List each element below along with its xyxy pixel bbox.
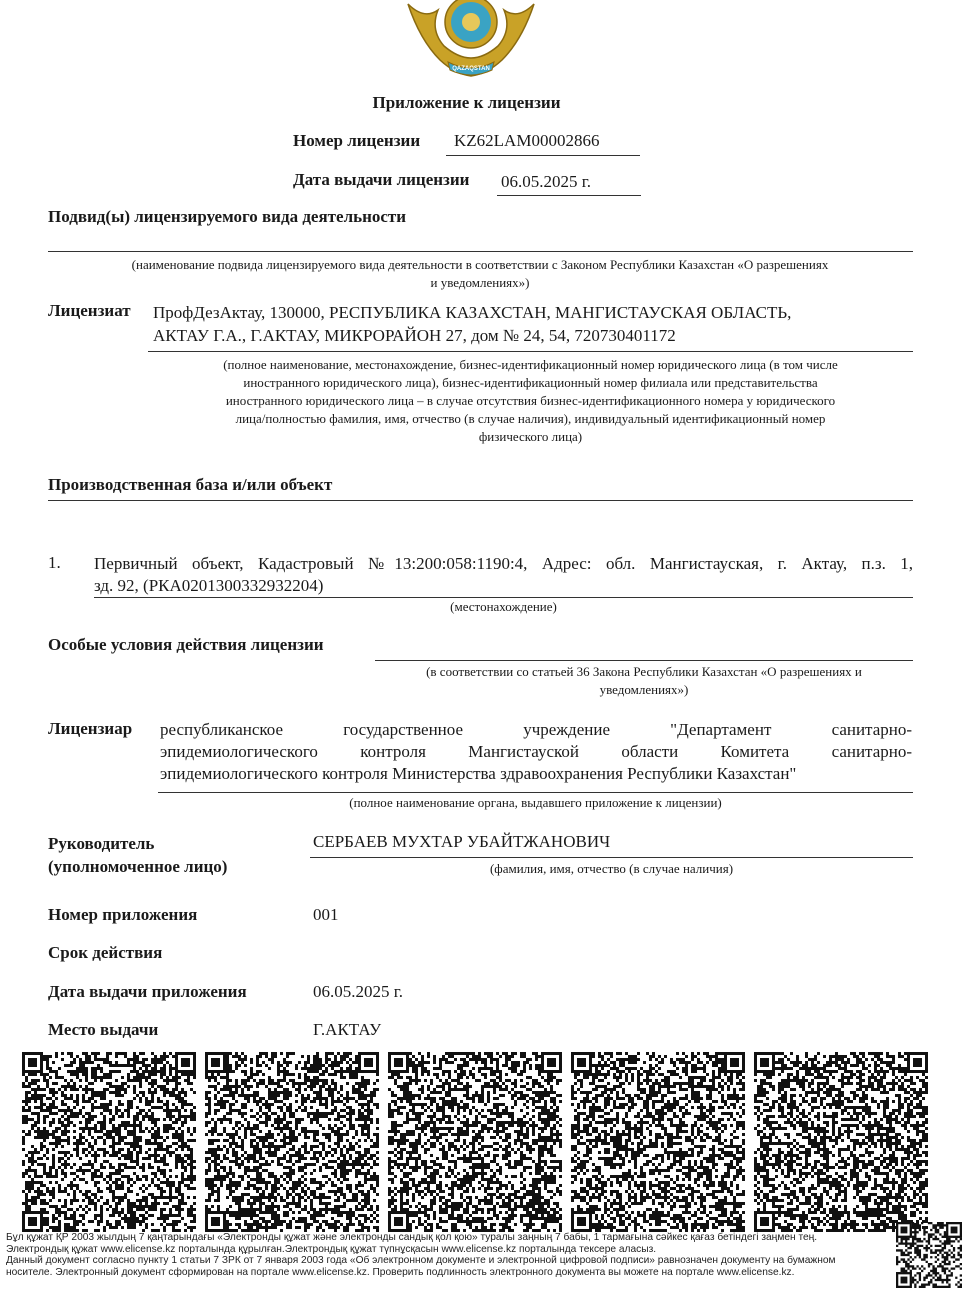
place-label: Место выдачи — [48, 1020, 159, 1039]
issue-date: 06.05.2025 г. — [501, 172, 592, 191]
qr-code — [22, 1052, 196, 1232]
location-note: (местонахождение) — [450, 599, 557, 614]
licensee-label: Лицензиат — [48, 301, 131, 320]
head-label: Руководитель (уполномоченное лицо) — [48, 834, 228, 876]
production-item-number: 1. — [48, 553, 61, 572]
state-emblem — [400, 0, 542, 78]
licensor-value: республиканское государственное учреждение "Департамент санитарно- эпидемиологического контроля Мангистауской области Комитета санитарно- эпидемиологического контроля Министерства здравоохранения Республики Казахстан" — [160, 720, 912, 783]
qr-code-small — [896, 1222, 962, 1288]
qr-code — [754, 1052, 928, 1232]
appendix-number: 001 — [313, 905, 339, 924]
appendix-date: 06.05.2025 г. — [313, 982, 404, 1001]
special-conditions-label: Особые условия действия лицензии — [48, 635, 324, 654]
licensee-note: (полное наименование, местонахождение, бизнес-идентификационный номер юридического лица (в том числе иностранного юридического лица), бизнес-идентификационный номер филиала или представительства иностранного юридического лица – в случае отсутствия бизнес-идентификационного номера у юридического лица/полностью фамилия, имя, отчество (в случае наличия), индивидуальный идентификационный номер физического лица) — [223, 357, 838, 444]
qr-code — [388, 1052, 562, 1232]
qr-code — [571, 1052, 745, 1232]
footer-disclaimer: Бұл құжат ҚР 2003 жылдың 7 қаңтарындағы «Электронды құжат және электронды сандық қол қою» туралы заңның 7 бабы, 1 тармағына сәйкес қағаз бетіндегі заңмен тең. Электрондық құжат www.elicense.kz порталында құрылған.Электрондық құжат түпнұсқасын www.elicense.kz порталында тексере аласыз. Данный документ согласно пункту 1 статьи 7 ЗРК от 7 января 2003 года «Об электронном документе и электронной цифровой подписи» равнозначен документу на бумажном носителе. Электронный документ сформирован на портале www.elicense.kz. Проверить подлинность электронного документа вы можете на портале www.elicense.kz. — [6, 1232, 836, 1278]
production-item: Первичный объект, Кадастровый №13:200:058:1190:4, Адрес: обл. Мангистауская, г. Актау, п.з. 1, зд. 92, (РКА0201300332932204) — [94, 554, 913, 595]
page-title: Приложение к лицензии — [372, 93, 561, 112]
validity-label: Срок действия — [48, 943, 163, 962]
place-value: Г.АКТАУ — [313, 1020, 382, 1039]
head-note: (фамилия, имя, отчество (в случае наличия) — [489, 861, 734, 876]
licensee-value: ПрофДезАктау, 130000, РЕСПУБЛИКА КАЗАХСТАН, МАНГИСТАУСКАЯ ОБЛАСТЬ, АКТАУ Г.А., Г.АКТАУ, МИКРОРАЙОН 27, дом № 24, 54, 720730401172 — [153, 303, 792, 345]
head-name: СЕРБАЕВ МУХТАР УБАЙТЖАНОВИЧ — [313, 832, 611, 851]
license-number-label: Номер лицензии — [293, 131, 421, 150]
licensor-label: Лицензиар — [48, 719, 133, 738]
appendix-number-label: Номер приложения — [48, 905, 198, 924]
license-number: KZ62LAM00002866 — [454, 131, 600, 150]
appendix-date-label: Дата выдачи приложения — [48, 982, 247, 1001]
subtype-note: (наименование подвида лицензируемого вида деятельности в соответствии с Законом Республики Казахстан «О разрешениях и уведомлениях») — [131, 257, 829, 290]
subtype-label: Подвид(ы) лицензируемого вида деятельности — [48, 207, 407, 226]
special-conditions-note: (в соответствии со статьей 36 Закона Республики Казахстан «О разрешениях и уведомлениях») — [426, 664, 862, 697]
production-base-label: Производственная база и/или объект — [48, 475, 333, 494]
licensor-note: (полное наименование органа, выдавшего приложение к лицензии) — [349, 795, 722, 810]
qr-code — [205, 1052, 379, 1232]
emblem-caption: QAZAQSTAN — [452, 66, 490, 72]
issue-date-label: Дата выдачи лицензии — [293, 170, 470, 189]
